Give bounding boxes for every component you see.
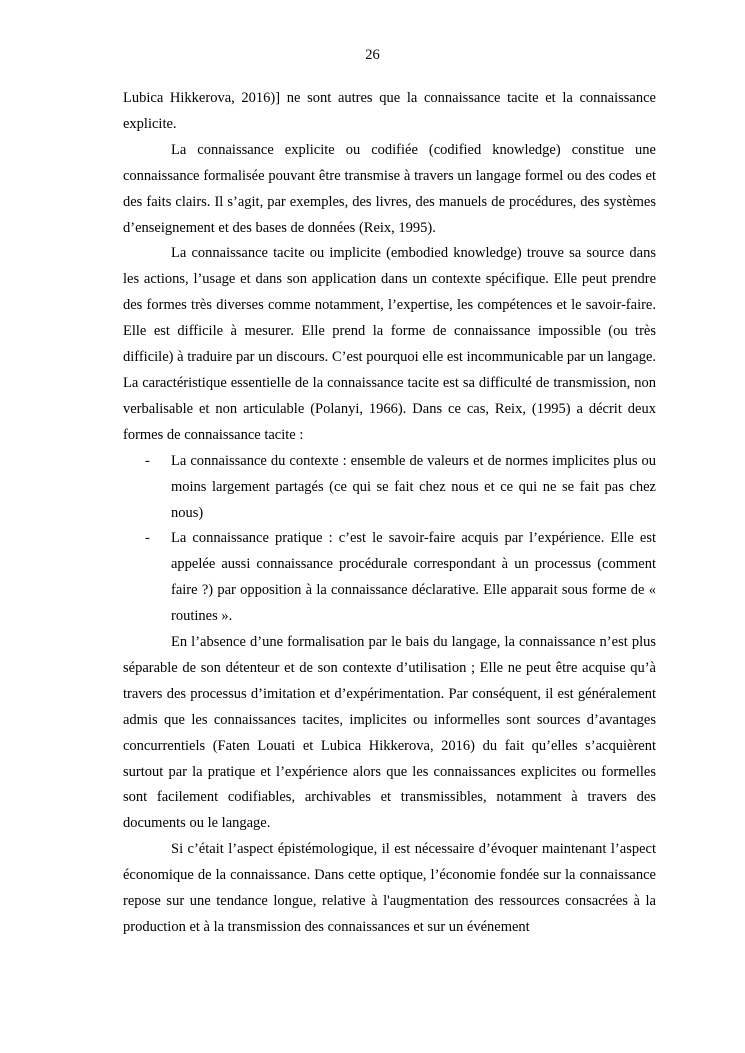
- list-item-practical-knowledge: [123, 526, 656, 630]
- page-number: 26: [365, 47, 380, 63]
- paragraph-formalisation: En l’absence d’une formalisation par le bais du langage, la connaissance n’est plus séparable de son détenteur et de son contexte d’utilisation ; Elle ne peut être acquise qu’à travers des processus d’imitation et d’expérimentation. Par conséquent, il est généralement admis que les connaissances tacites, implicites ou informelles sont sources d’avantages concurrentiels (Faten Louati et Lubica Hikkerova, 2016) du fait qu’elles s’acquièrent surtout par la pratique et l’expérience alors que les connaissances explicites ou formelles sont facilement codifiables, archivables et transmissibles, notamment à travers des documents ou le langage.: [123, 634, 656, 832]
- tacit-knowledge-forms-list: [123, 449, 656, 630]
- paragraph-explicit-knowledge: La connaissance explicite ou codifiée (codified knowledge) constitue une connaissance formalisée pouvant être transmise à travers un langage formel ou des codes et des faits clairs. Il s’agit, par exemples, des livres, des manuels de procédures, des systèmes d’enseignement et des bases de données (Reix, 1995).: [123, 141, 656, 236]
- paragraph-continuation: Lubica Hikkerova, 2016)] ne sont autres que la connaissance tacite et la connaissance explicite.: [123, 90, 656, 132]
- list-item-text: La connaissance du contexte : ensemble de valeurs et de normes implicites plus ou moins largement partagés (ce qui se fait chez nous et ce qui ne se fait pas chez nous): [171, 452, 656, 521]
- list-item-text: La connaissance pratique : c’est le savoir-faire acquis par l’expérience. Elle est appelée aussi connaissance procédurale correspondant à un processus (comment faire ?) par opposition à la connaissance déclarative. Elle apparait sous forme de « routines ».: [171, 530, 656, 625]
- document-body: [123, 86, 656, 941]
- bullet-marker: -: [145, 530, 150, 547]
- paragraph-economic-aspect: Si c’était l’aspect épistémologique, il est nécessaire d’évoquer maintenant l’aspect économique de la connaissance. Dans cette optique, l’économie fondée sur la connaissance repose sur une tendance longue, relative à l'augmentation des ressources consacrées à la production et à la transmission des connaissances et sur un événement: [123, 841, 656, 935]
- bullet-marker: -: [145, 452, 150, 469]
- paragraph-tacit-knowledge: La connaissance tacite ou implicite (embodied knowledge) trouve sa source dans les actions, l’usage et dans son application dans un contexte spécifique. Elle peut prendre des formes très diverses comme notamment, l’expertise, les compétences et le savoir-faire. Elle est difficile à mesurer. Elle prend la forme de connaissance impossible (ou très difficile) à traduire par un discours. C’est pourquoi elle est incommunicable par un langage. La caractéristique essentielle de la connaissance tacite est sa difficulté de transmission, non verbalisable et non articulable (Polanyi, 1966). Dans ce cas, Reix, (1995) a décrit deux formes de connaissance tacite :: [123, 245, 656, 443]
- list-item-context-knowledge: [123, 449, 656, 527]
